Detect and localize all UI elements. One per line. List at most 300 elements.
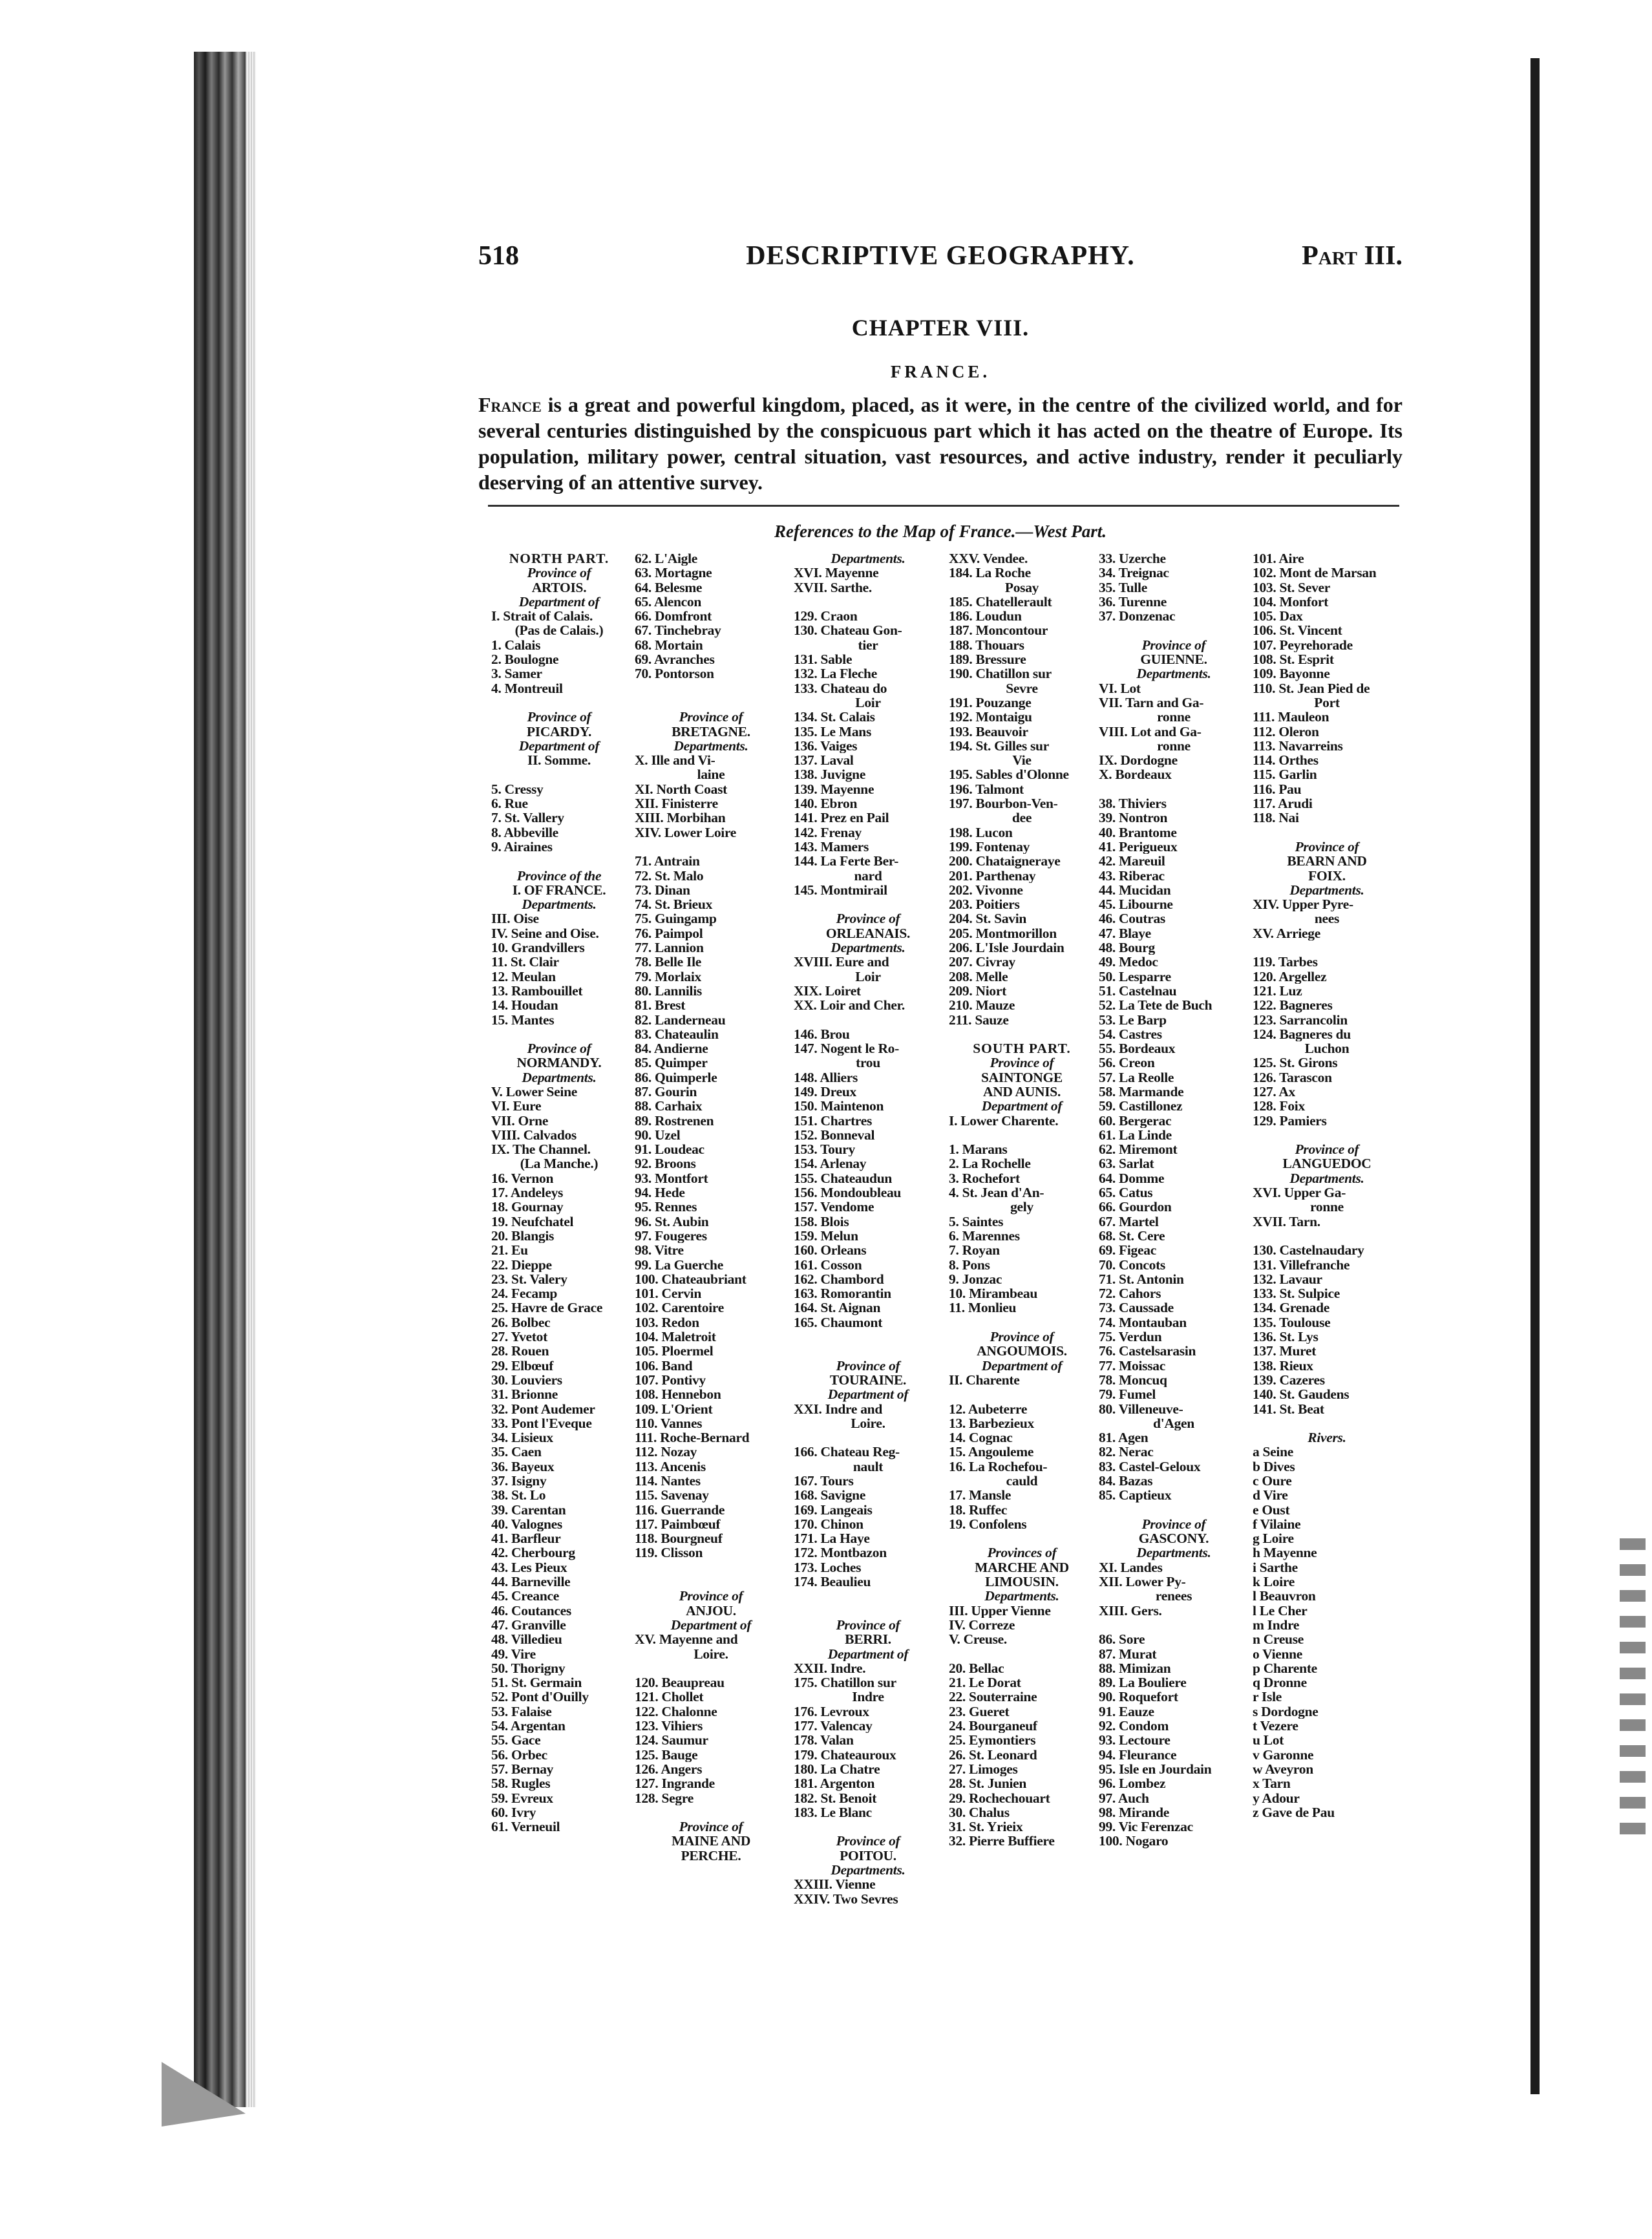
reference-entry: 49. Medoc — [1099, 955, 1158, 970]
spacer — [635, 840, 787, 854]
reference-entry: Province of — [836, 1617, 900, 1633]
reference-entry: 149. Dreux — [794, 1084, 856, 1099]
reference-entry: 29. Rochechouart — [949, 1790, 1050, 1805]
reference-entry: 27. Yvetot — [491, 1330, 547, 1344]
reference-entry: 24. Fecamp — [491, 1286, 558, 1301]
reference-entry: 86. Quimperle — [635, 1070, 717, 1085]
reference-entry: Luchon — [1304, 1041, 1350, 1056]
reference-entry: I. Lower Charente. — [949, 1113, 1059, 1128]
reference-entry: IV. Correze — [949, 1617, 1015, 1633]
page-edges — [246, 52, 256, 2107]
reference-entry: nees — [1314, 911, 1340, 926]
reference-entry: 207. Civray — [949, 955, 1015, 970]
reference-entry: Province of — [836, 911, 900, 926]
reference-entry: XIX. Loiret — [794, 983, 861, 999]
spacer — [1253, 1128, 1401, 1142]
reference-entry: XIV. Upper Pyre- — [1253, 897, 1353, 912]
reference-entry: 70. Concots — [1099, 1257, 1166, 1272]
reference-entry: 28. Rouen — [491, 1344, 549, 1359]
reference-entry: 158. Blois — [794, 1214, 849, 1229]
reference-entry: 124. Bagneres du — [1253, 1026, 1351, 1042]
reference-entry: 92. Condom — [1099, 1719, 1169, 1734]
spacer — [949, 1315, 1095, 1330]
reference-entry: 179. Chateauroux — [794, 1747, 896, 1762]
reference-entry: ANGOUMOIS. — [977, 1344, 1067, 1359]
reference-entry: 65. Catus — [1099, 1185, 1153, 1200]
reference-entry: 93. Montfort — [635, 1171, 708, 1186]
reference-entry: 60. Ivry — [491, 1805, 536, 1820]
reference-entry: renees — [1155, 1589, 1192, 1604]
reference-entry: 63. Sarlat — [1099, 1156, 1154, 1171]
reference-entry: 103. Redon — [635, 1315, 699, 1330]
reference-entry: 157. Vendome — [794, 1200, 874, 1215]
reference-entry: 114. Nantes — [635, 1474, 701, 1489]
reference-entry: 67. Tinchebray — [635, 623, 721, 638]
reference-entry: 85. Captieux — [1099, 1488, 1172, 1503]
reference-entry: 22. Souterraine — [949, 1690, 1037, 1704]
reference-entry: 34. Treignac — [1099, 566, 1169, 580]
running-header — [478, 240, 1403, 279]
reference-entry: y Adour — [1253, 1790, 1300, 1805]
reference-entry: VI. Eure — [491, 1099, 542, 1114]
reference-entry: 75. Verdun — [1099, 1330, 1162, 1344]
reference-entry: 83. Castel-Geloux — [1099, 1459, 1201, 1474]
reference-entry: 40. Valognes — [491, 1516, 562, 1532]
reference-entry: NORMANDY. — [516, 1056, 602, 1070]
reference-entry: 117. Arudi — [1253, 796, 1313, 811]
reference-column — [1099, 551, 1249, 1849]
reference-entry: q Dronne — [1253, 1675, 1307, 1690]
reference-entry: 140. St. Gaudens — [1253, 1387, 1350, 1402]
reference-entry: 124. Saumur — [635, 1733, 708, 1748]
reference-entry: 141. Prez en Pail — [794, 811, 889, 825]
reference-entry: V. Lower Seine — [491, 1084, 577, 1099]
reference-entry: Province of the — [516, 868, 602, 883]
reference-entry: 128. Segre — [635, 1790, 694, 1805]
reference-entry: 131. Sable — [794, 652, 852, 667]
reference-entry: d'Agen — [1153, 1416, 1194, 1431]
reference-entry: II. Somme. — [527, 753, 591, 768]
reference-entry: 190. Chatillon sur — [949, 666, 1052, 681]
reference-entry: 17. Mansle — [949, 1488, 1011, 1503]
reference-entry: VIII. Lot and Ga- — [1099, 724, 1202, 739]
reference-entry: 163. Romorantin — [794, 1286, 891, 1301]
reference-entry: x Tarn — [1253, 1776, 1291, 1791]
intro-text: is a great and powerful kingdom, placed, as it were, in the centre of the civilized world, and for several centuries distinguished by the conspicuous part which it has acted on the theatre of Europe. Its population, military power, central situation, vast resources, and active industry, render it peculiarly deserving of an attentive survey. — [478, 393, 1403, 494]
reference-entry: XVIII. Eure and — [794, 955, 889, 970]
reference-entry: 86. Sore — [1099, 1632, 1145, 1647]
reference-column — [491, 551, 627, 1834]
reference-entry: 45. Libourne — [1099, 897, 1173, 912]
spacer — [1253, 940, 1401, 955]
reference-entry: 180. La Chatre — [794, 1761, 880, 1777]
spacer — [949, 1027, 1095, 1041]
reference-entry: XIV. Lower Loire — [635, 825, 737, 840]
reference-entry: 135. Le Mans — [794, 724, 872, 739]
reference-entry: 131. Villefranche — [1253, 1257, 1350, 1272]
reference-entry: 150. Maintenon — [794, 1099, 884, 1114]
reference-entry: 6. Rue — [491, 796, 528, 811]
spacer — [1099, 1503, 1249, 1517]
reference-entry: 63. Mortagne — [635, 566, 712, 580]
reference-column — [949, 551, 1095, 1849]
spacer — [491, 695, 627, 710]
reference-entry: III. Upper Vienne — [949, 1603, 1051, 1618]
reference-entry: 10. Mirambeau — [949, 1286, 1038, 1301]
reference-entry: g Loire — [1253, 1531, 1294, 1546]
reference-entry: 55. Bordeaux — [1099, 1041, 1176, 1056]
reference-entry: Province of — [1141, 637, 1206, 653]
reference-entry: 211. Sauze — [949, 1012, 1009, 1027]
reference-entry: 58. Marmande — [1099, 1084, 1184, 1099]
reference-entry: VII. Orne — [491, 1113, 549, 1128]
reference-entry: 81. Agen — [1099, 1430, 1149, 1445]
facing-page-gutter — [1530, 58, 1540, 2094]
reference-entry: 186. Loudun — [949, 609, 1022, 624]
reference-entry: Province of — [679, 710, 743, 725]
reference-entry: 71. Antrain — [635, 854, 700, 869]
reference-entry: 188. Thouars — [949, 637, 1024, 653]
reference-entry: 12. Aubeterre — [949, 1401, 1028, 1416]
reference-entry: r Isle — [1253, 1690, 1282, 1704]
reference-entry: 105. Ploermel — [635, 1344, 714, 1359]
reference-entry: 172. Montbazon — [794, 1545, 887, 1560]
reference-entry: 61. Verneuil — [491, 1820, 560, 1834]
reference-entry: 8. Abbeville — [491, 825, 558, 840]
reference-entry: 125. St. Girons — [1253, 1056, 1338, 1070]
spacer — [794, 1589, 942, 1603]
reference-entry: 148. Alliers — [794, 1070, 858, 1085]
reference-entry: 47. Granville — [491, 1617, 566, 1633]
reference-entry: 142. Frenay — [794, 825, 862, 840]
reference-entry: 61. La Linde — [1099, 1127, 1172, 1143]
reference-entry: 95. Isle en Jourdain — [1099, 1761, 1212, 1777]
reference-entry: 64. Belesme — [635, 580, 703, 595]
reference-entry: 25. Havre de Grace — [491, 1300, 603, 1315]
reference-entry: 32. Pont Audemer — [491, 1401, 595, 1416]
reference-entry: XVI. Upper Ga- — [1253, 1185, 1346, 1200]
reference-entry: gely — [1010, 1200, 1033, 1215]
reference-entry: 132. Lavaur — [1253, 1271, 1322, 1287]
reference-entry: XXV. Vendee. — [949, 551, 1028, 566]
spacer — [1099, 1618, 1249, 1632]
reference-entry: 90. Uzel — [635, 1127, 681, 1143]
reference-entry: 53. Le Barp — [1099, 1012, 1167, 1027]
reference-entry: Province of — [679, 1589, 743, 1604]
reference-entry: 203. Poitiers — [949, 897, 1020, 912]
reference-entry: XXII. Indre. — [794, 1661, 866, 1676]
reference-entry: 173. Loches — [794, 1560, 862, 1575]
reference-entry: 85. Quimper — [635, 1056, 708, 1070]
reference-entry: 91. Eauze — [1099, 1704, 1154, 1719]
reference-entry: 151. Chartres — [794, 1113, 873, 1128]
reference-entry: 40. Brantome — [1099, 825, 1177, 840]
reference-entry: 34. Lisieux — [491, 1430, 553, 1445]
reference-entry: 78. Moncuq — [1099, 1372, 1167, 1388]
reference-entry: 4. St. Jean d'An- — [949, 1185, 1044, 1200]
reference-entry: Province of — [836, 1358, 900, 1373]
reference-entry: 117. Paimbœuf — [635, 1516, 721, 1532]
reference-entry: 62. L'Aigle — [635, 551, 698, 566]
reference-entry: 95. Rennes — [635, 1200, 697, 1215]
reference-entry: XI. Landes — [1099, 1560, 1163, 1575]
reference-entry: 28. St. Junien — [949, 1776, 1027, 1791]
reference-entry: ORLEANAIS. — [825, 926, 911, 941]
reference-entry: 89. Rostrenen — [635, 1113, 714, 1128]
reference-entry: Province of — [836, 1834, 900, 1849]
reference-entry: 14. Cognac — [949, 1430, 1013, 1445]
reference-entry: 68. Mortain — [635, 637, 703, 653]
reference-entry: 145. Montmirail — [794, 882, 887, 898]
reference-entry: 105. Dax — [1253, 609, 1303, 624]
reference-entry: 60. Bergerac — [1099, 1113, 1172, 1128]
reference-entry: 74. Montauban — [1099, 1315, 1187, 1330]
reference-entry: Departments. — [984, 1589, 1059, 1604]
spacer — [1099, 782, 1249, 796]
reference-entry: XIII. Morbihan — [635, 811, 726, 825]
reference-entry: Departments. — [1136, 1545, 1211, 1560]
reference-entry: 208. Melle — [949, 969, 1008, 984]
reference-entry: 57. La Reolle — [1099, 1070, 1174, 1085]
spacer — [635, 695, 787, 710]
reference-entry: laine — [697, 767, 725, 782]
reference-entry: o Vienne — [1253, 1646, 1303, 1661]
reference-entry: 52. Pont d'Ouilly — [491, 1690, 589, 1704]
reference-entry: 5. Saintes — [949, 1214, 1004, 1229]
reference-entry: BRETAGNE. — [672, 724, 750, 739]
reference-entry: 134. St. Calais — [794, 710, 875, 725]
reference-entry: FOIX. — [1308, 868, 1346, 883]
reference-entry: 42. Mareuil — [1099, 854, 1165, 869]
reference-entry: POITOU. — [840, 1848, 896, 1863]
reference-entry: Department of — [827, 1646, 909, 1661]
reference-entry: 59. Evreux — [491, 1790, 553, 1805]
reference-entry: 31. Brionne — [491, 1387, 558, 1402]
reference-entry: V. Creuse. — [949, 1632, 1007, 1647]
reference-entry: 120. Beaupreau — [635, 1675, 725, 1690]
reference-entry: 51. St. Germain — [491, 1675, 582, 1690]
reference-entry: 93. Lectoure — [1099, 1733, 1170, 1748]
reference-entry: dee — [1011, 811, 1032, 825]
reference-entry: 103. St. Sever — [1253, 580, 1331, 595]
reference-entry: 178. Valan — [794, 1733, 854, 1748]
reference-entry: 115. Savenay — [635, 1488, 709, 1503]
reference-entry: 120. Argellez — [1253, 969, 1327, 984]
reference-entry: 69. Figeac — [1099, 1243, 1156, 1258]
reference-entry: 26. St. Leonard — [949, 1747, 1037, 1762]
reference-entry: 16. Vernon — [491, 1171, 554, 1186]
reference-entry: 184. La Roche — [949, 566, 1031, 580]
reference-entry: 126. Angers — [635, 1761, 703, 1777]
reference-entry: BERRI. — [845, 1632, 891, 1647]
reference-entry: GASCONY. — [1138, 1531, 1209, 1546]
reference-entry: d Vire — [1253, 1488, 1288, 1503]
reference-entry: 206. L'Isle Jourdain — [949, 940, 1064, 955]
reference-entry: 102. Mont de Marsan — [1253, 566, 1377, 580]
reference-entry: 18. Gournay — [491, 1200, 564, 1215]
spacer — [1253, 1416, 1401, 1430]
reference-entry: 48. Villedieu — [491, 1632, 562, 1647]
reference-entry: 94. Hede — [635, 1185, 685, 1200]
reference-entry: 44. Barneville — [491, 1575, 571, 1589]
reference-entry: VII. Tarn and Ga- — [1099, 695, 1204, 710]
reference-entry: Rivers. — [1308, 1430, 1346, 1445]
reference-entry: 134. Grenade — [1253, 1300, 1330, 1315]
reference-entry: 130. Castelnaudary — [1253, 1243, 1364, 1258]
reference-entry: 204. St. Savin — [949, 911, 1027, 926]
reference-entry: 84. Andierne — [635, 1041, 708, 1056]
reference-entry: 102. Carentoire — [635, 1300, 725, 1315]
reference-entry: 46. Coutras — [1099, 911, 1166, 926]
reference-entry: 146. Brou — [794, 1026, 850, 1042]
reference-entry: 9. Airaines — [491, 839, 553, 854]
spacer — [491, 767, 627, 781]
reference-entry: 97. Auch — [1099, 1790, 1149, 1805]
spacer — [794, 1330, 942, 1344]
reference-entry: Province of — [527, 1041, 591, 1056]
reference-entry: 7. St. Vallery — [491, 811, 564, 825]
reference-entry: 74. St. Brieux — [635, 897, 713, 912]
reference-entry: 89. La Bouliere — [1099, 1675, 1187, 1690]
reference-entry: XXIV. Two Sevres — [794, 1891, 898, 1906]
reference-entry: 21. Eu — [491, 1243, 528, 1258]
reference-entry: ANJOU. — [686, 1603, 736, 1618]
reference-entry: 1. Calais — [491, 637, 541, 653]
reference-entry: MAINE AND — [671, 1834, 751, 1849]
reference-entry: 116. Guerrande — [635, 1502, 725, 1517]
reference-entry: 132. La Fleche — [794, 666, 877, 681]
spacer — [949, 1128, 1095, 1142]
reference-entry: k Loire — [1253, 1575, 1295, 1589]
reference-entry: 147. Nogent le Ro- — [794, 1041, 899, 1056]
reference-entry: 39. Carentan — [491, 1502, 566, 1517]
reference-entry: BEARN AND — [1287, 854, 1367, 869]
reference-entry: XII. Lower Py- — [1099, 1575, 1186, 1589]
reference-entry: 88. Mimizan — [1099, 1661, 1171, 1676]
reference-entry: Loire. — [851, 1416, 885, 1431]
reference-entry: AND AUNIS. — [982, 1084, 1061, 1099]
reference-entry: tier — [858, 637, 878, 653]
reference-entry: Province of — [1295, 839, 1359, 854]
reference-entry: Departments. — [1289, 882, 1364, 898]
reference-entry: 107. Pontivy — [635, 1372, 706, 1388]
reference-entry: Province of — [990, 1330, 1054, 1344]
reference-entry: XX. Loir and Cher. — [794, 998, 905, 1013]
reference-entry: Posay — [1004, 580, 1039, 595]
page-number: 518 — [478, 241, 519, 271]
spacer — [794, 595, 942, 609]
reference-entry: 111. Mauleon — [1253, 710, 1329, 725]
reference-entry: 80. Villeneuve- — [1099, 1401, 1183, 1416]
reference-entry: 73. Dinan — [635, 882, 690, 898]
reference-entry: 84. Bazas — [1099, 1474, 1153, 1489]
reference-entry: 198. Lucon — [949, 825, 1013, 840]
reference-entry: 121. Luz — [1253, 983, 1302, 999]
references-heading: References to the Map of France.—West Part. — [774, 522, 1107, 541]
reference-entry: 115. Garlin — [1253, 767, 1317, 782]
reference-entry: 26. Bolbec — [491, 1315, 551, 1330]
reference-entry: 197. Bourbon-Ven- — [949, 796, 1058, 811]
reference-entry: 10. Grandvillers — [491, 940, 585, 955]
reference-entry: 64. Domme — [1099, 1171, 1165, 1186]
reference-entry: 79. Morlaix — [635, 969, 701, 984]
reference-entry: 156. Mondoubleau — [794, 1185, 902, 1200]
reference-entry: TOURAINE. — [829, 1372, 907, 1388]
reference-entry: 42. Cherbourg — [491, 1545, 575, 1560]
reference-entry: 166. Chateau Reg- — [794, 1445, 900, 1459]
reference-entry: 175. Chatillon sur — [794, 1675, 896, 1690]
reference-entry: III. Oise — [491, 911, 539, 926]
reference-entry: 169. Langeais — [794, 1502, 873, 1517]
reference-entry: 51. Castelnau — [1099, 983, 1177, 999]
reference-entry: 96. Lombez — [1099, 1776, 1166, 1791]
reference-entry: 77. Lannion — [635, 940, 704, 955]
reference-entry: 119. Clisson — [635, 1545, 703, 1560]
reference-entry: 118. Bourgneuf — [635, 1531, 723, 1546]
spacer — [794, 1013, 942, 1027]
reference-entry: 23. Gueret — [949, 1704, 1010, 1719]
reference-entry: 129. Craon — [794, 609, 858, 624]
reference-entry: 201. Parthenay — [949, 868, 1036, 883]
reference-entry: 92. Broons — [635, 1156, 696, 1171]
reference-entry: 35. Tulle — [1099, 580, 1147, 595]
reference-entry: 54. Castres — [1099, 1026, 1162, 1042]
reference-entry: 167. Tours — [794, 1474, 854, 1489]
reference-entry: 128. Foix — [1253, 1099, 1305, 1114]
reference-entry: 15. Mantes — [491, 1012, 555, 1027]
reference-entry: Province of — [527, 566, 591, 580]
reference-entry: 15. Angouleme — [949, 1445, 1034, 1459]
chapter-heading: CHAPTER VIII. — [851, 315, 1030, 341]
reference-entry: 129. Pamiers — [1253, 1113, 1327, 1128]
reference-entry: 70. Pontorson — [635, 666, 714, 681]
reference-entry: 108. St. Esprit — [1253, 652, 1334, 667]
reference-entry: 106. Band — [635, 1358, 693, 1373]
reference-entry: 5. Cressy — [491, 781, 544, 797]
reference-entry: 123. Vihiers — [635, 1719, 703, 1734]
reference-entry: 125. Bauge — [635, 1747, 698, 1762]
reference-entry: 2. La Rochelle — [949, 1156, 1031, 1171]
reference-entry: 118. Nai — [1253, 811, 1299, 825]
reference-entry: 82. Nerac — [1099, 1445, 1154, 1459]
reference-entry: w Aveyron — [1253, 1761, 1313, 1777]
reference-entry: 199. Fontenay — [949, 839, 1030, 854]
spacer — [794, 1604, 942, 1618]
reference-entry: 29. Elbœuf — [491, 1358, 554, 1373]
reference-entry: 98. Mirande — [1099, 1805, 1169, 1820]
reference-entry: SOUTH PART. — [973, 1041, 1071, 1056]
reference-entry: 210. Mauze — [949, 998, 1015, 1013]
reference-entry: 4. Montreuil — [491, 681, 563, 695]
reference-entry: 143. Mamers — [794, 839, 869, 854]
reference-entry: 76. Castelsarasin — [1099, 1344, 1196, 1359]
spacer — [635, 681, 787, 695]
reference-entry: 66. Gourdon — [1099, 1200, 1172, 1215]
spacer — [635, 1575, 787, 1589]
reference-entry: 87. Gourin — [635, 1084, 697, 1099]
page-corner-shadow — [162, 2062, 246, 2127]
reference-entry: Province of — [1141, 1516, 1206, 1532]
reference-entry: 11. St. Clair — [491, 955, 559, 970]
reference-entry: 116. Pau — [1253, 781, 1302, 797]
reference-entry: 176. Levroux — [794, 1704, 869, 1719]
reference-entry: 187. Moncontour — [949, 623, 1048, 638]
reference-entry: 109. L'Orient — [635, 1401, 713, 1416]
reference-entry: 69. Avranches — [635, 652, 715, 667]
reference-entry: Province of — [527, 710, 591, 725]
reference-entry: PICARDY. — [526, 724, 592, 739]
reference-entry: 123. Sarrancolin — [1253, 1012, 1348, 1027]
